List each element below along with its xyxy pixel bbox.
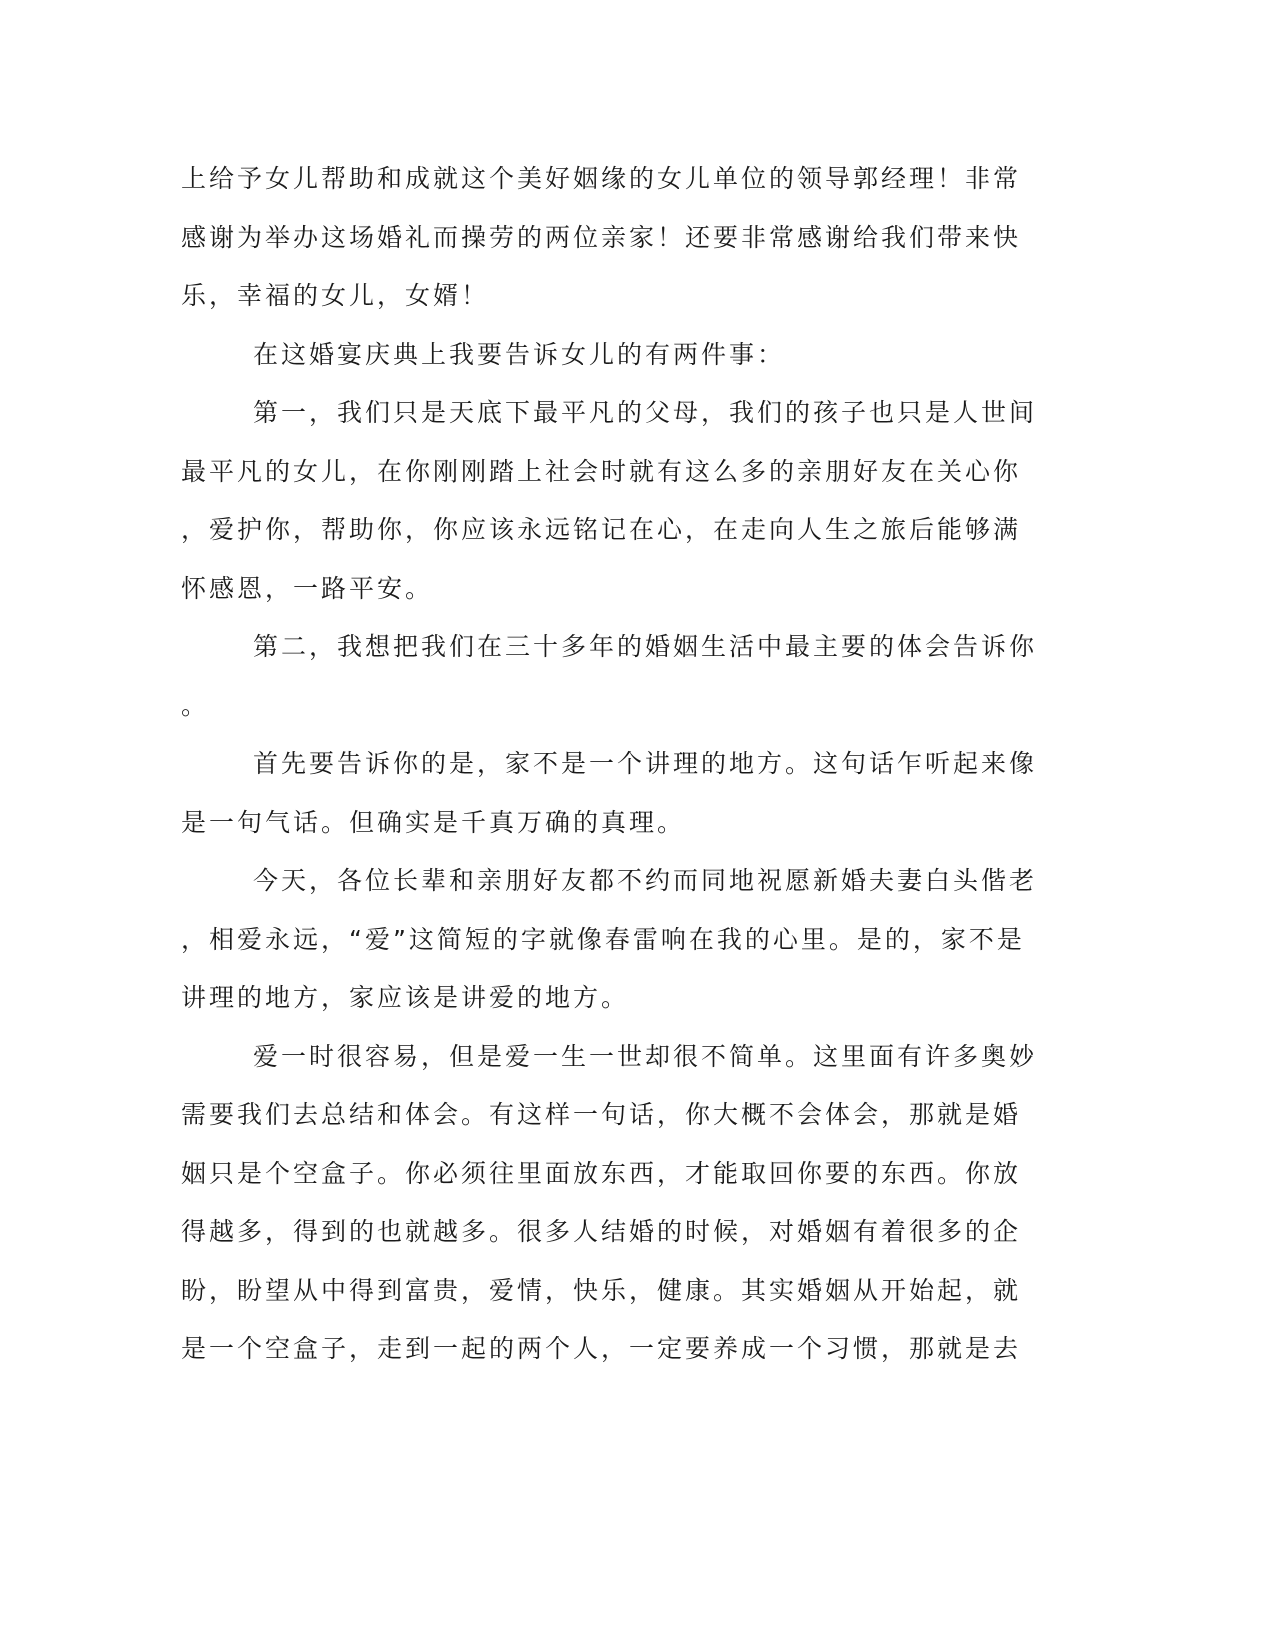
text-line: 怀感恩，一路平安。 — [181, 573, 434, 603]
text-line: 需要我们去总结和体会。有这样一句话，你大概不会体会，那就是婚 — [181, 1100, 1022, 1129]
paragraph-start-line: 第一，我们只是天底下最平凡的父母，我们的孩子也只是人世间 — [253, 398, 1038, 427]
paragraph-start-line: 首先要告诉你的是，家不是一个讲理的地方。这句话乍听起来像 — [253, 749, 1038, 778]
text-line: 盼，盼望从中得到富贵，爱情，快乐，健康。其实婚姻从开始起，就 — [181, 1275, 1022, 1305]
text-line: 乐，幸福的女儿，女婿！ — [181, 281, 490, 310]
text-line: 是一个空盒子，走到一起的两个人，一定要养成一个习惯，那就是去 — [181, 1334, 1022, 1363]
text-line: 。 — [181, 690, 210, 720]
paragraph-start-line: 第二，我想把我们在三十多年的婚姻生活中最主要的体会告诉你 — [253, 632, 1038, 661]
text-line: 得越多，得到的也就越多。很多人结婚的时候，对婚姻有着很多的企 — [181, 1217, 1022, 1246]
text-line: 上给予女儿帮助和成就这个美好姻缘的女儿单位的领导郭经理！非常 — [181, 164, 1022, 193]
text-line: 讲理的地方，家应该是讲爱的地方。 — [181, 983, 630, 1012]
text-line: 是一句气话。但确实是千真万确的真理。 — [181, 807, 686, 837]
paragraph-start-line: 爱一时很容易，但是爱一生一世却很不简单。这里面有许多奥妙 — [253, 1041, 1038, 1071]
text-line: 姻只是个空盒子。你必须往里面放东西，才能取回你要的东西。你放 — [181, 1158, 1022, 1188]
paragraph-start-line: 今天，各位长辈和亲朋好友都不约而同地祝愿新婚夫妻白头偕老 — [253, 866, 1038, 895]
text-line: ，爱护你，帮助你，你应该永远铭记在心，在走向人生之旅后能够满 — [181, 515, 1022, 544]
text-line: 感谢为举办这场婚礼而操劳的两位亲家！还要非常感谢给我们带来快 — [181, 222, 1022, 252]
text-line: ，相爱永远，“爱”这简短的字就像春雷响在我的心里。是的，家不是 — [181, 924, 1025, 954]
paragraph-start-line: 在这婚宴庆典上我要告诉女儿的有两件事： — [253, 339, 786, 369]
text-line: 最平凡的女儿，在你刚刚踏上社会时就有这么多的亲朋好友在关心你 — [181, 456, 1022, 486]
document-body — [181, 150, 1041, 1379]
